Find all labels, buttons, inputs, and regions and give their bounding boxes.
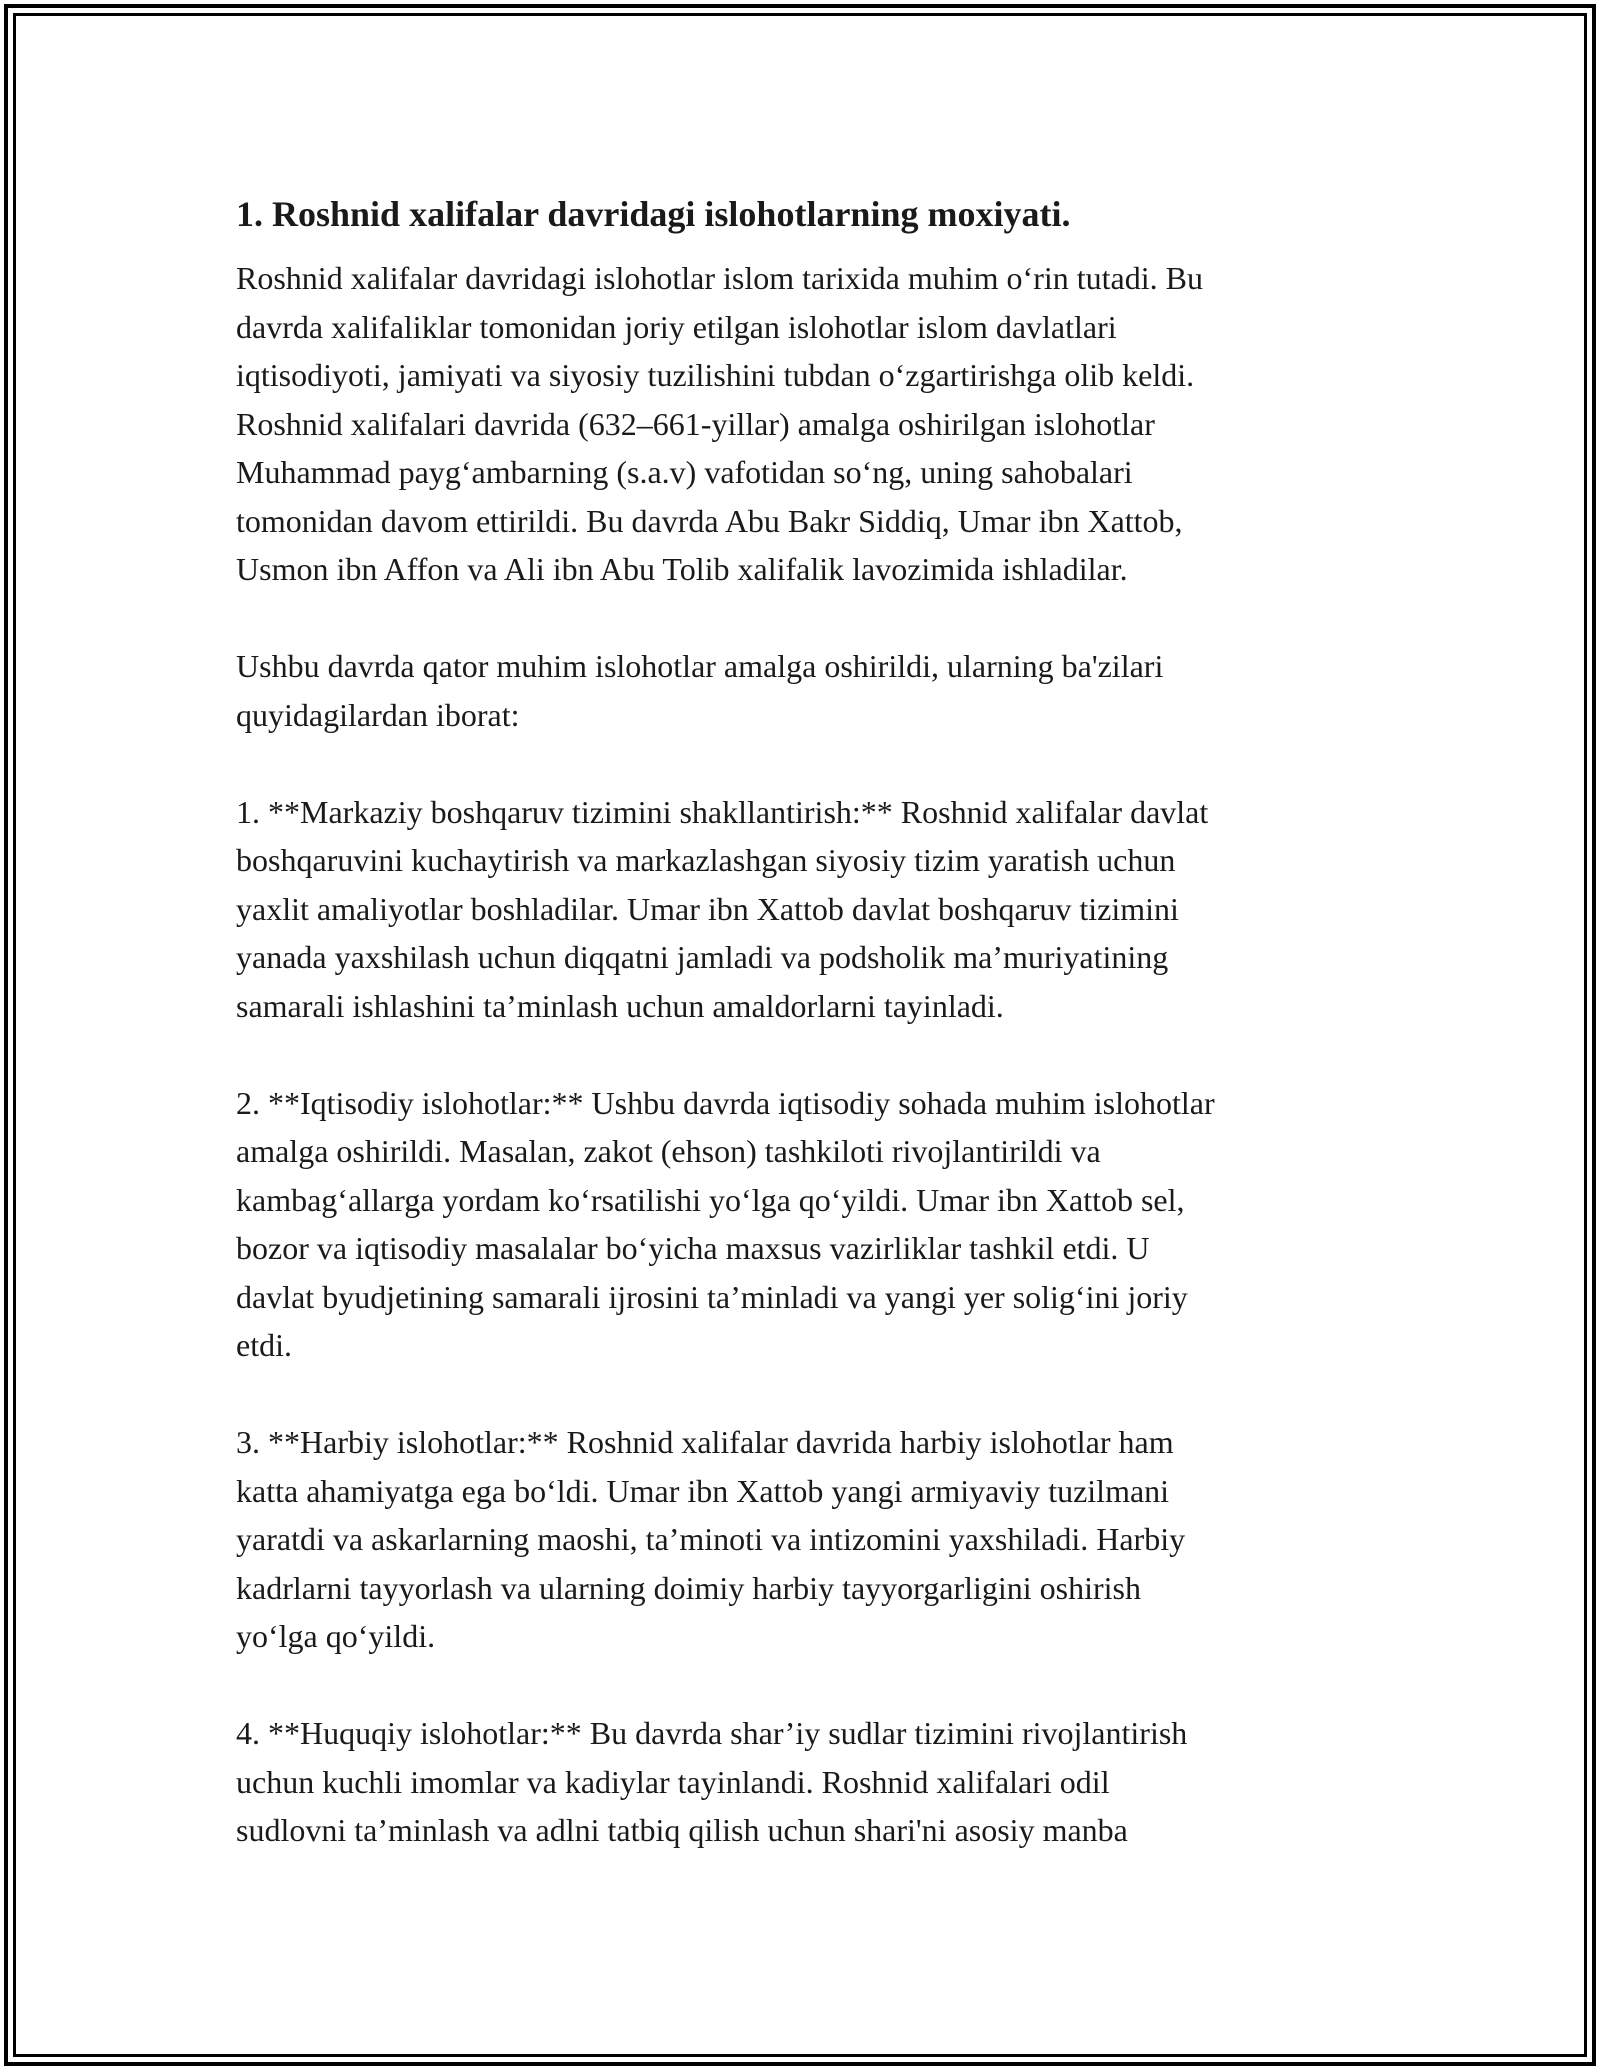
list-item-2 bbox=[236, 1079, 1376, 1370]
text-line: yaratdi va askarlarning maoshi, ta’minoti va intizomini yaxshiladi. Harbiy bbox=[236, 1521, 1186, 1557]
text-line: Roshnid xalifalari davrida (632–661-yillar) amalga oshirilgan islohotlar bbox=[236, 405, 1155, 442]
text-line: katta ahamiyatga ega bo‘ldi. Umar ibn Xattob yangi armiyaviy tuzilmani bbox=[236, 1472, 1170, 1509]
text-line: yanada yaxshilash uchun diqqatni jamladi va podsholik ma’muriyatining bbox=[236, 939, 1169, 975]
text-line: Muhammad payg‘ambarning (s.a.v) vafotidan so‘ng, uning sahobalari bbox=[236, 454, 1133, 490]
text-line: kambag‘allarga yordam ko‘rsatilishi yo‘lga qo‘yildi. Umar ibn Xattob sel, bbox=[236, 1181, 1185, 1218]
text-line: sudlovni ta’minlash va adlni tatbiq qilish uchun shari'ni asosiy manba bbox=[236, 1812, 1128, 1848]
text-line: 4. **Huquqiy islohotlar:** Bu davrda shar’iy sudlar tizimini rivojlantirish bbox=[236, 1715, 1188, 1751]
text-line: Roshnid xalifalar davridagi islohotlar islom tarixida muhim o‘rin tutadi. Bu bbox=[236, 260, 1203, 296]
text-line: samarali ishlashini ta’minlash uchun amaldorlarni tayinladi. bbox=[236, 987, 1004, 1024]
text-line: Usmon ibn Affon va Ali ibn Abu Tolib xalifalik lavozimida ishladilar. bbox=[236, 551, 1128, 587]
list-item-1 bbox=[236, 788, 1376, 1031]
list-item-3 bbox=[236, 1418, 1376, 1661]
text-line: uchun kuchli imomlar va kadiylar tayinlandi. Roshnid xalifalari odil bbox=[236, 1763, 1110, 1800]
text-line: davlat byudjetining samarali ijrosini ta’minladi va yangi yer solig‘ini joriy bbox=[236, 1278, 1188, 1315]
text-line: boshqaruvini kuchaytirish va markazlashgan siyosiy tizim yaratish uchun bbox=[236, 842, 1176, 878]
list-item-4 bbox=[236, 1709, 1376, 1855]
text-line: bozor va iqtisodiy masalalar bo‘yicha maxsus vazirliklar tashkil etdi. U bbox=[236, 1230, 1150, 1266]
text-line: kadrlarni tayyorlash va ularning doimiy harbiy tayyorgarligini oshirish bbox=[236, 1569, 1141, 1606]
text-line: Ushbu davrda qator muhim islohotlar amalga oshirildi, ularning ba'zilari bbox=[236, 648, 1164, 684]
paragraph-intro bbox=[236, 254, 1376, 594]
text-line: yo‘lga qo‘yildi. bbox=[236, 1618, 436, 1654]
paragraph-list-intro bbox=[236, 642, 1376, 739]
text-line: iqtisodiyoti, jamiyati va siyosiy tuzilishini tubdan o‘zgartirishga olib keldi. bbox=[236, 357, 1195, 393]
text-line: quyidagilardan iborat: bbox=[236, 696, 520, 733]
text-line: amalga oshirildi. Masalan, zakot (ehson) tashkiloti rivojlantirildi va bbox=[236, 1133, 1101, 1169]
text-line: davrda xalifaliklar tomonidan joriy etilgan islohotlar islom davlatlari bbox=[236, 308, 1117, 345]
document-title: 1. Roshnid xalifalar davridagi islohotlarning moxiyati. bbox=[236, 194, 1071, 234]
document-page bbox=[236, 188, 1376, 1903]
text-line: 2. **Iqtisodiy islohotlar:** Ushbu davrda iqtisodiy sohada muhim islohotlar bbox=[236, 1084, 1215, 1121]
text-line: etdi. bbox=[236, 1327, 292, 1363]
text-line: 1. **Markaziy boshqaruv tizimini shakllantirish:** Roshnid xalifalar davlat bbox=[236, 793, 1209, 830]
text-line: yaxlit amaliyotlar boshladilar. Umar ibn Xattob davlat boshqaruv tizimini bbox=[236, 890, 1179, 927]
text-line: tomonidan davom ettirildi. Bu davrda Abu Bakr Siddiq, Umar ibn Xattob, bbox=[236, 502, 1183, 539]
text-line: 3. **Harbiy islohotlar:** Roshnid xalifalar davrida harbiy islohotlar ham bbox=[236, 1424, 1174, 1460]
